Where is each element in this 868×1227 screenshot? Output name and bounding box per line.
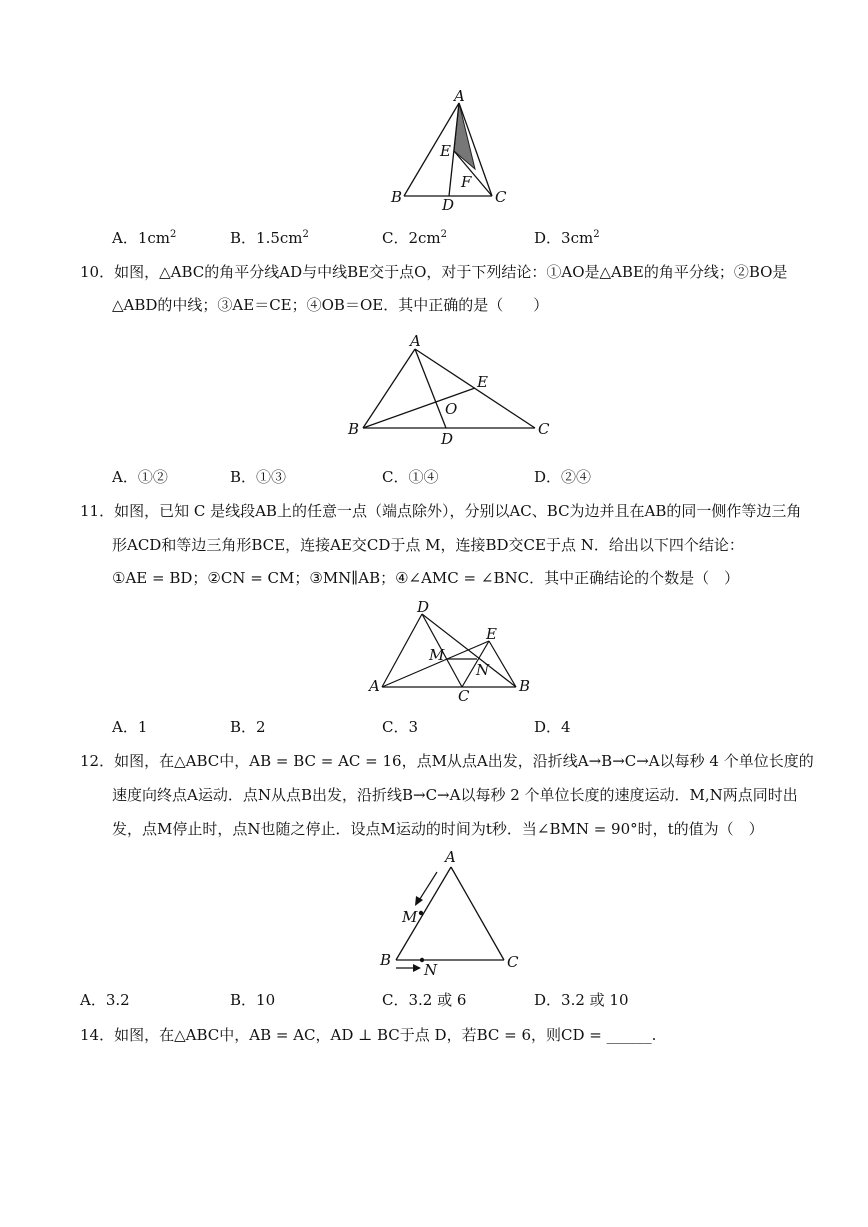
q12-option-a: A．3.2	[80, 991, 130, 1009]
q9-option-a: A．$1cm^2$	[112, 229, 177, 247]
label-a: A	[445, 848, 456, 866]
label-e: E	[440, 142, 451, 160]
label-b: B	[391, 188, 403, 206]
q12-option-d: D．3.2 或 10	[534, 991, 629, 1009]
q10-option-b: B．①③	[230, 468, 287, 486]
q14-line-1: 14．如图，在△ABC中，AB = AC，AD ⊥ BC于点 D，若BC = 6，则CD = ______.	[80, 1026, 657, 1044]
q12-line-2: 速度向终点A运动．点N从点B出发，沿折线B→C→A以每秒 2 个单位长度的速度运动．M,N两点同时出	[112, 786, 798, 804]
label-d: D	[442, 196, 455, 214]
label-e: E	[486, 625, 497, 643]
label-a: A	[410, 332, 421, 350]
q12-line-1: 12．如图，在△ABC中，AB = BC = AC = 16，点M从点A出发，沿折线A→B→C→A以每秒 4 个单位长度的	[80, 752, 814, 770]
label-a: A	[369, 677, 380, 695]
q11-option-b: B．2	[230, 718, 266, 736]
label-b: B	[380, 951, 392, 969]
q10-option-a: A．①②	[112, 468, 168, 486]
arrow-along-ab	[418, 872, 437, 902]
q11-option-c: C．3	[382, 718, 419, 736]
q11-option-d: D．4	[534, 718, 571, 736]
label-c: C	[507, 953, 519, 971]
label-c: C	[495, 188, 507, 206]
q9-option-c: C．$2cm^2$	[382, 229, 448, 247]
label-n: N	[424, 961, 438, 979]
label-f: F	[461, 173, 472, 191]
q10-line-1: 10．如图，△ABC的角平分线AD与中线BE交于点O，对于下列结论：①AO是△ABE的角平分线；②BO是	[80, 263, 788, 281]
q11-option-a: A．1	[112, 718, 148, 736]
label-o: O	[445, 400, 458, 418]
q10-option-d: D．②④	[534, 468, 592, 486]
arrow-head-ab	[415, 896, 423, 906]
label-a: A	[454, 87, 465, 105]
q11-line-1: 11．如图，已知 C 是线段AB上的任意一点（端点除外），分别以AC、BC为边并且在AB的同一侧作等边三角	[80, 502, 802, 520]
label-b: B	[519, 677, 531, 695]
q12-line-3: 发，点M停止时，点N也随之停止．设点M运动的时间为t秒．当∠BMN = 90°时，t的值为（ ）	[112, 820, 764, 838]
segment-ac	[451, 867, 504, 960]
label-b: B	[348, 420, 360, 438]
label-e: E	[477, 373, 488, 391]
label-m: M	[402, 908, 418, 926]
q11-line-2: 形ACD和等边三角形BCE，连接AE交CD于点 M，连接BD交CE于点 N．给出以下四个结论：	[112, 536, 744, 554]
label-m: M	[429, 646, 445, 664]
label-c: C	[458, 687, 470, 705]
q11-line-3: ①AE = BD；②CN = CM；③MN∥AB；④∠AMC = ∠BNC．其中正确结论的个数是（ ）	[112, 569, 740, 587]
label-c: C	[538, 420, 550, 438]
label-n: N	[476, 661, 490, 679]
q12-option-c: C．3.2 或 6	[382, 991, 467, 1009]
arrow-head-bc	[413, 964, 421, 972]
label-d: D	[441, 430, 454, 448]
point-m	[419, 911, 423, 915]
q10-option-c: C．①④	[382, 468, 439, 486]
q12-option-b: B．10	[230, 991, 276, 1009]
q9-option-d: D．$3cm^2$	[534, 229, 600, 247]
q9-option-b: B．$1.5cm^2$	[230, 229, 309, 247]
q10-line-2: △ABD的中线；③AE＝CE；④OB＝OE．其中正确的是（ ）	[112, 296, 549, 314]
label-d: D	[417, 598, 430, 616]
